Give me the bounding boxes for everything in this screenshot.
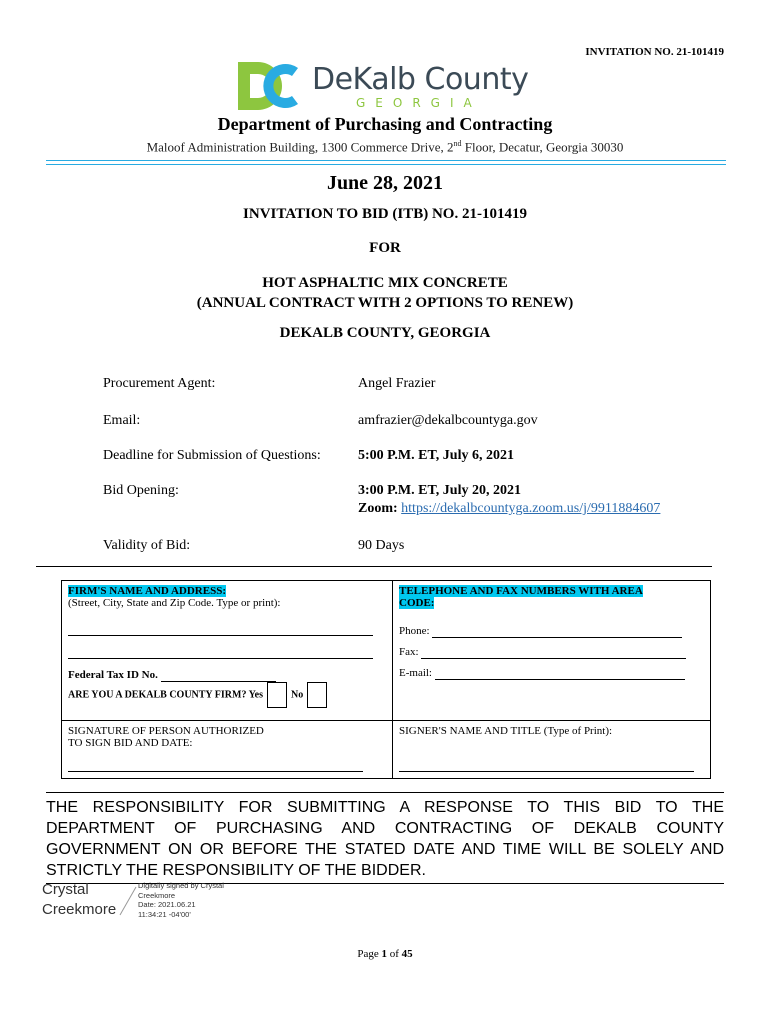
email-field[interactable] [435, 667, 685, 680]
signature-divider-icon [118, 886, 138, 916]
email-value: amfrazier@dekalbcountyga.gov [358, 413, 538, 428]
email-field-label: E-mail: [399, 667, 432, 679]
signature-label: SIGNATURE OF PERSON AUTHORIZED [68, 725, 264, 737]
header-divider [46, 164, 726, 165]
fax-field[interactable] [421, 646, 686, 659]
bid-opening-value: 3:00 P.M. ET, July 20, 2021 [358, 483, 521, 498]
firm-heading: FIRM'S NAME AND ADDRESS: [68, 585, 226, 597]
firm-cell [62, 581, 393, 721]
bid-opening-label: Bid Opening: [103, 483, 179, 498]
logo-name: DeKalb County [312, 62, 529, 97]
zoom-link[interactable]: https://dekalbcountyga.zoom.us/j/9911884607 [401, 501, 661, 516]
header-divider [46, 160, 726, 161]
department-address: Maloof Administration Building, 1300 Commerce Drive, 2nd Floor, Decatur, Georgia 30030 [146, 139, 624, 155]
bid-title: HOT ASPHALTIC MIX CONCRETE (ANNUAL CONTRACT WITH 2 OPTIONS TO RENEW) [196, 275, 574, 311]
deadline-value: 5:00 P.M. ET, July 6, 2021 [358, 448, 514, 463]
agent-value: Angel Frazier [358, 376, 436, 391]
signature-cell: SIGNATURE OF PERSON AUTHORIZED TO SIGN BID AND DATE: [62, 721, 393, 779]
logo-state: GEORGIA [356, 96, 482, 110]
bidder-form [61, 580, 711, 779]
validity-label: Validity of Bid: [103, 538, 191, 553]
signer-label: SIGNER'S NAME AND TITLE (Type of Print): [399, 725, 613, 737]
digital-signature-name: Crystal Creekmore [42, 881, 117, 918]
telephone-heading: TELEPHONE AND FAX NUMBERS WITH AREA [399, 585, 643, 597]
page-number: Page 1 of 45 [357, 948, 413, 960]
tax-id-field[interactable] [161, 669, 276, 682]
signer-cell [393, 721, 711, 779]
department-title: Department of Purchasing and Contracting [217, 114, 553, 134]
agent-label: Procurement Agent: [103, 376, 216, 391]
digital-signature-details: Digitally signed by Crystal Creekmore Date: 2021.06.21 11:34:21 -04'00' [138, 881, 224, 919]
firm-subheading: (Street, City, State and Zip Code. Type or print): [68, 597, 281, 609]
deadline-label: Deadline for Submission of Questions: [103, 448, 321, 463]
location: DEKALB COUNTY, GEORGIA [279, 325, 491, 341]
signer-field[interactable] [399, 759, 694, 772]
firm-address-line[interactable] [68, 623, 373, 636]
invitation-number: INVITATION NO. 21-101419 [585, 46, 724, 58]
no-checkbox[interactable] [307, 682, 327, 708]
yes-checkbox[interactable] [267, 682, 287, 708]
firm-address-line[interactable] [68, 646, 373, 659]
itb-number: INVITATION TO BID (ITB) NO. 21-101419 [243, 206, 527, 222]
zoom-line: Zoom: https://dekalbcountyga.zoom.us/j/9911884607 [358, 501, 661, 516]
county-question: ARE YOU A DEKALB COUNTY FIRM? Yes [68, 689, 264, 701]
tax-id-label: Federal Tax ID No. [68, 669, 158, 681]
fax-label: Fax: [399, 646, 419, 658]
for-label: FOR [369, 240, 401, 256]
phone-field[interactable] [432, 625, 682, 638]
no-label: No [291, 689, 304, 701]
document-date: June 28, 2021 [326, 172, 444, 194]
phone-label: Phone: [399, 625, 430, 637]
email-label: Email: [103, 413, 141, 428]
validity-value: 90 Days [358, 538, 405, 553]
telephone-cell: TELEPHONE AND FAX NUMBERS WITH AREA CODE: Phone: Fax: E-mail: [393, 581, 711, 721]
responsibility-notice: THE RESPONSIBILITY FOR SUBMITTING A RESPONSE TO THIS BID TO THE DEPARTMENT OF PURCHASING AND CONTRACTING OF DEKALB COUNTY GOVERNMENT ON OR BEFORE THE STATED DATE AND TIME WILL BE SOLELY AND STRICTLY THE RESPONSIBILITY OF THE BIDDER. [46, 792, 724, 884]
signature-field[interactable] [68, 759, 363, 772]
section-divider [36, 566, 712, 567]
